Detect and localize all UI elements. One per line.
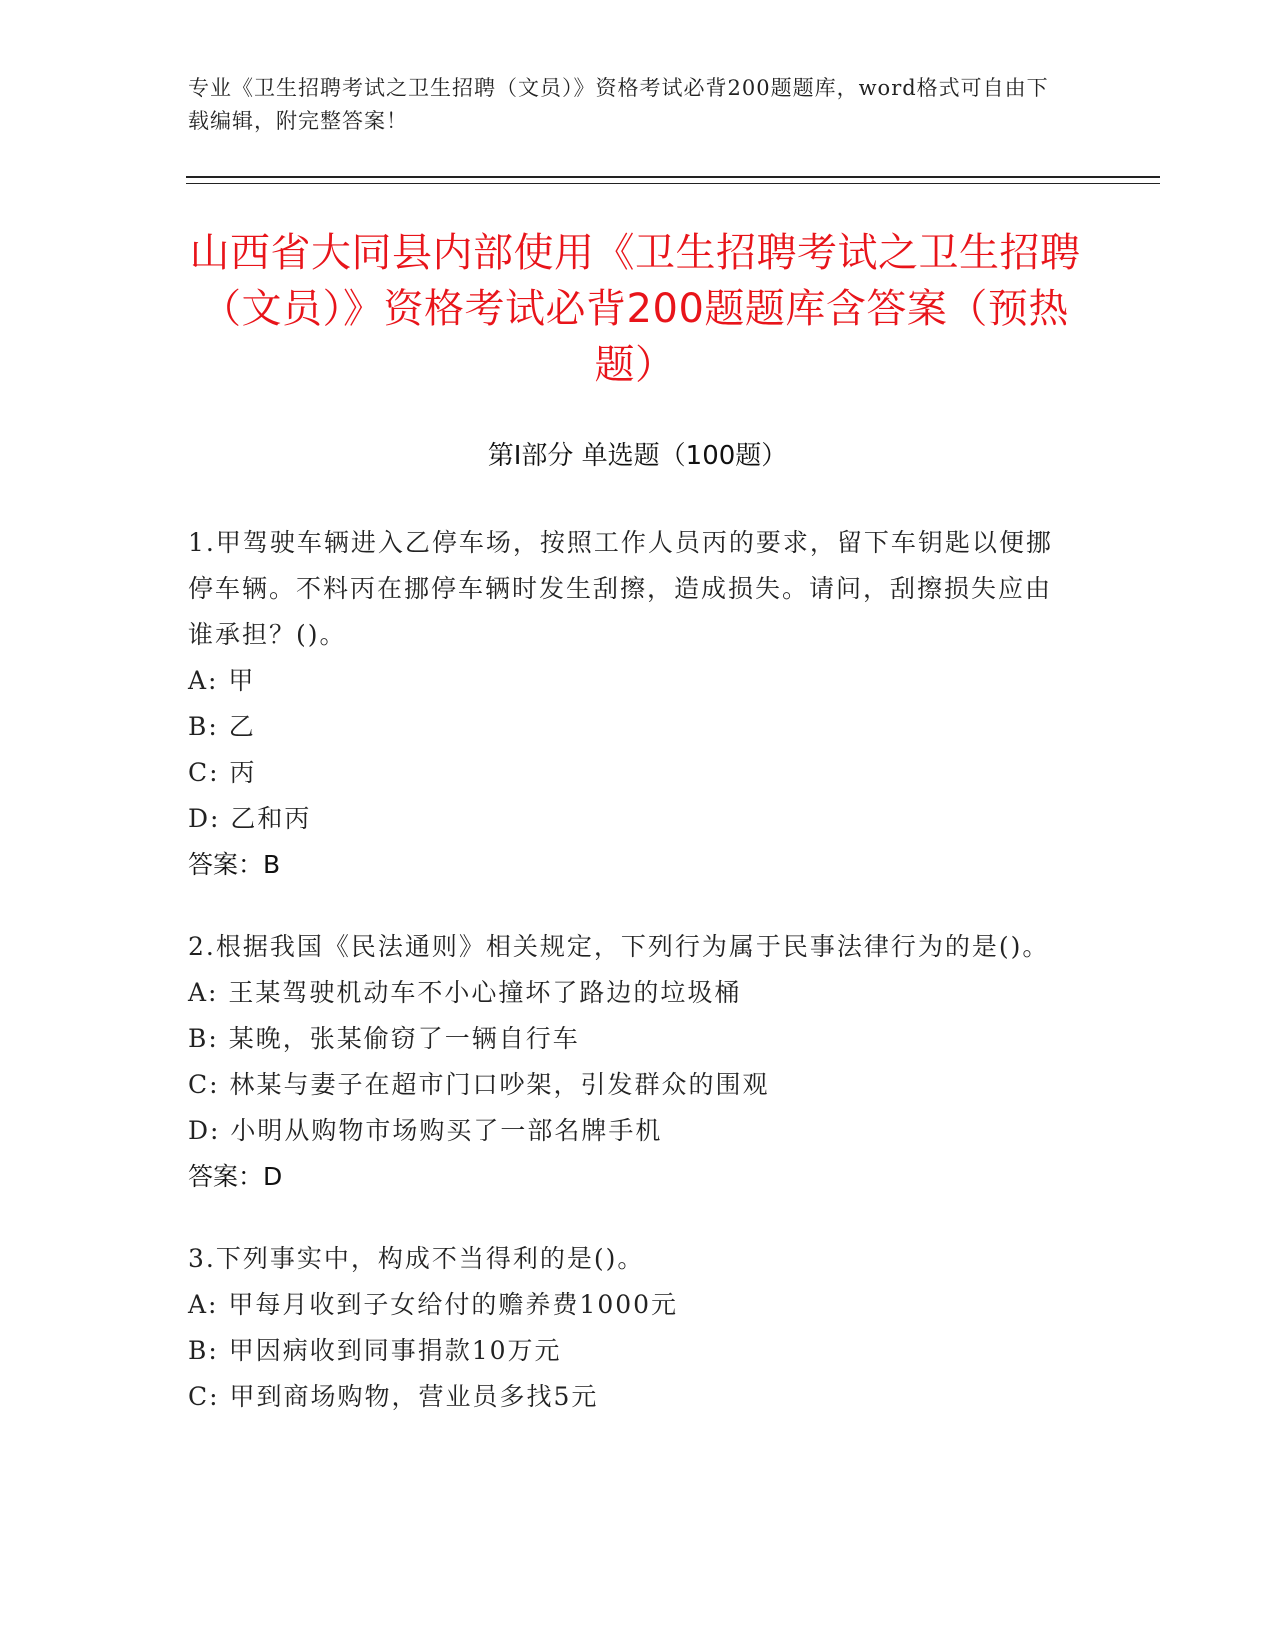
answer: 答案：D — [188, 1162, 283, 1191]
option-a: A: 甲 — [188, 666, 256, 695]
answer: 答案：B — [188, 850, 281, 879]
option-c: C: 丙 — [188, 758, 257, 787]
question-stem: 1.甲驾驶车辆进入乙停车场，按照工作人员丙的要求，留下车钥匙以便挪停车辆。不料丙在挪停车辆时发生刮擦，造成损失。请问，刮擦损失应由谁承担？()。 — [188, 528, 1053, 649]
header-note: 专业《卫生招聘考试之卫生招聘（文员）》资格考试必背200题题库，word格式可自由下载编辑，附完整答案！ — [188, 76, 1049, 133]
option-d: D: 乙和丙 — [188, 804, 312, 833]
header-divider-thin — [186, 183, 1160, 184]
option-d: D: 小明从购物市场购买了一部名牌手机 — [188, 1116, 663, 1145]
question-stem: 3.下列事实中，构成不当得利的是()。 — [188, 1244, 645, 1273]
option-b: B: 甲因病收到同事捐款10万元 — [188, 1336, 562, 1365]
question-stem: 2.根据我国《民法通则》相关规定，下列行为属于民事法律行为的是()。 — [188, 932, 1050, 961]
header-divider — [186, 176, 1160, 178]
question-list — [188, 520, 1068, 1456]
option-b: B: 某晚，张某偷窃了一辆自行车 — [188, 1024, 580, 1053]
question-1 — [188, 520, 1068, 888]
document-title: 山西省大同县内部使用《卫生招聘考试之卫生招聘（文员）》资格考试必背200题题库含答案（预热题） — [189, 230, 1081, 388]
question-2 — [188, 924, 1068, 1200]
option-c: C: 林某与妻子在超市门口吵架，引发群众的围观 — [188, 1070, 770, 1099]
option-c: C: 甲到商场购物，营业员多找5元 — [188, 1382, 599, 1411]
option-b: B: 乙 — [188, 712, 256, 741]
question-3 — [188, 1236, 1068, 1420]
section-title: 第Ⅰ部分 单选题（100题） — [487, 441, 788, 471]
option-a: A: 王某驾驶机动车不小心撞坏了路边的垃圾桶 — [188, 978, 742, 1007]
option-a: A: 甲每月收到子女给付的赡养费1000元 — [188, 1290, 679, 1319]
